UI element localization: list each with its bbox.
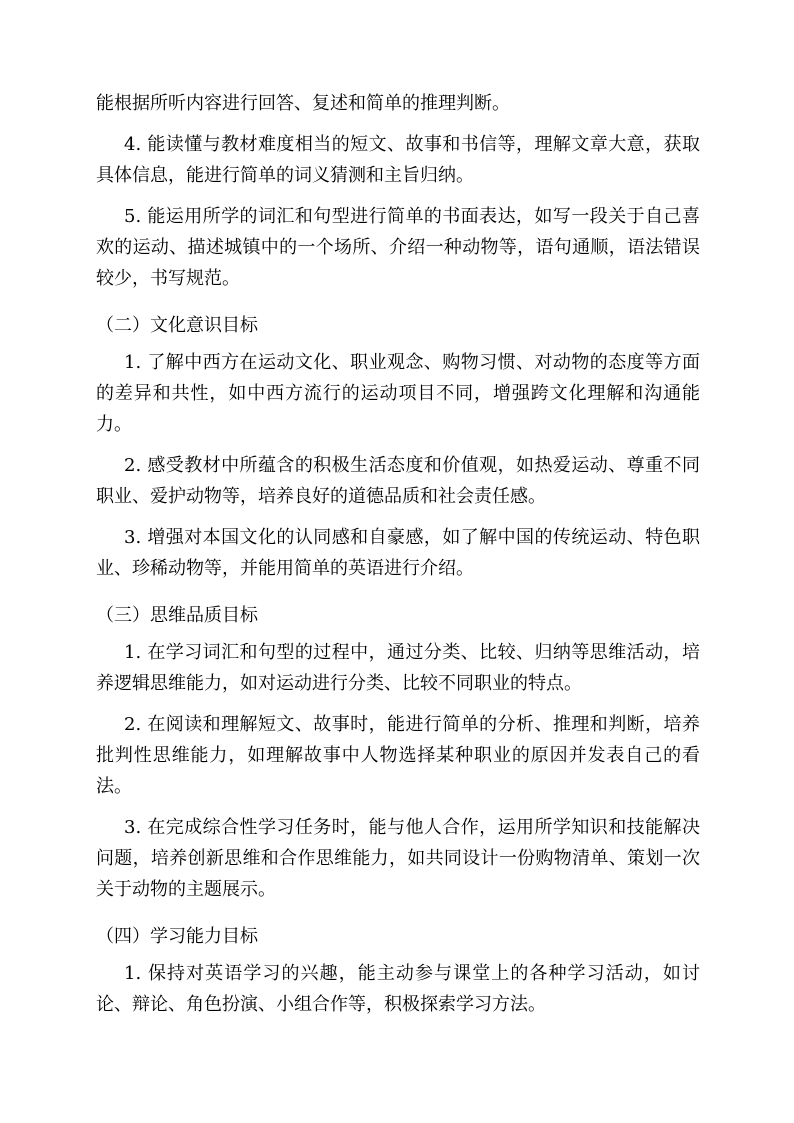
- paragraph-item-4: 4. 能读懂与教材难度相当的短文、故事和书信等，理解文章大意，获取具体信息，能进行简单的词义猜测和主旨归纳。: [96, 134, 700, 186]
- list-item: 1. 保持对英语学习的兴趣，能主动参与课堂上的各种学习活动，如讨论、辩论、角色扮演、小组合作等，积极探索学习方法。: [96, 963, 700, 1015]
- section-heading: （四）学习能力目标: [96, 926, 258, 947]
- document-page: [96, 88, 700, 1020]
- paragraph-item-5: 5. 能运用所学的词汇和句型进行简单的书面表达，如写一段关于自己喜欢的运动、描述城镇中的一个场所、介绍一种动物等，语句通顺，语法错误较少，书写规范。: [96, 206, 700, 289]
- section-learning: [96, 921, 700, 1020]
- section-heading: （二）文化意识目标: [96, 315, 258, 336]
- paragraph-continuation: 能根据所听内容进行回答、复述和简单的推理判断。: [96, 93, 510, 114]
- section-culture: [96, 310, 700, 584]
- list-item: 2. 在阅读和理解短文、故事时，能进行简单的分析、推理和判断，培养批判性思维能力，如理解故事中人物选择某种职业的原因并发表自己的看法。: [96, 714, 700, 797]
- list-item: 3. 在完成综合性学习任务时，能与他人合作，运用所学知识和技能解决问题，培养创新思维和合作思维能力，如共同设计一份购物清单、策划一次关于动物的主题展示。: [96, 817, 700, 900]
- list-item: 1. 在学习词汇和句型的过程中，通过分类、比较、归纳等思维活动，培养逻辑思维能力，如对运动进行分类、比较不同职业的特点。: [96, 642, 700, 694]
- list-item: 2. 感受教材中所蕴含的积极生活态度和价值观，如热爱运动、尊重不同职业、爱护动物等，培养良好的道德品质和社会责任感。: [96, 455, 700, 507]
- list-item: 3. 增强对本国文化的认同感和自豪感，如了解中国的传统运动、特色职业、珍稀动物等，并能用简单的英语进行介绍。: [96, 527, 700, 579]
- section-thinking: [96, 600, 700, 905]
- list-item: 1. 了解中西方在运动文化、职业观念、购物习惯、对动物的态度等方面的差异和共性，如中西方流行的运动项目不同，增强跨文化理解和沟通能力。: [96, 352, 700, 435]
- section-heading: （三）思维品质目标: [96, 605, 258, 626]
